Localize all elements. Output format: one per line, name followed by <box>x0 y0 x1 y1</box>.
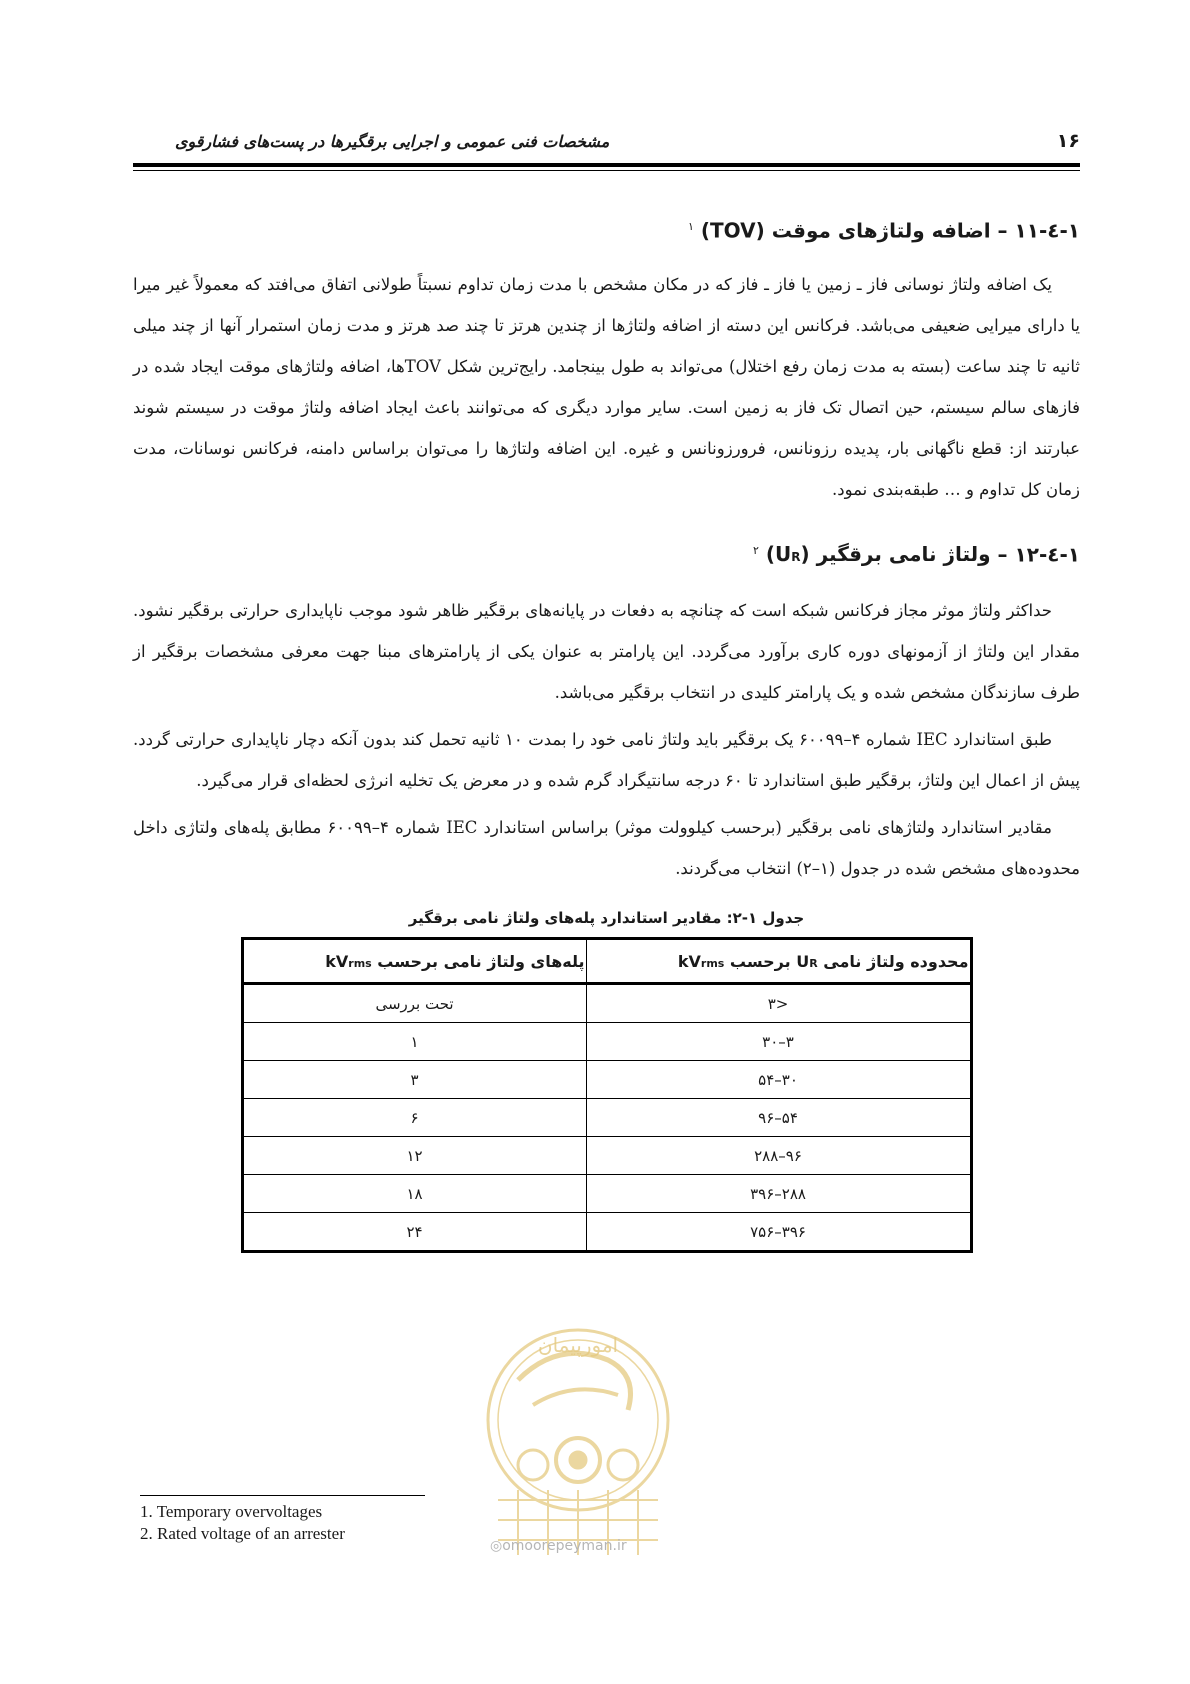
watermark-logo-text: امورپیمان <box>537 1333 619 1357</box>
table-row <box>242 1137 971 1175</box>
cell-range: ۹۶–۲۸۸ <box>586 1137 971 1175</box>
at-icon: ◎ <box>490 1538 503 1554</box>
paragraph-rated-voltage-definition: حداکثر ولتاژ موثر مجاز فرکانس شبکه است که چنانچه به دفعات در پایانه‌های برقگیر ظاهر شود موجب ناپایداری حرارتی برقگیر نشود. مقدار این ولتاژ از آزمونهای دوره کاری برآورد می‌گردد. این پارامتر به عنوان یکی از پارامترهای مبنا جهت معرفی مشخصات برقگیر از طرف سازندگان مشخص شده و یک پارامتر کلیدی در انتخاب برقگیر می‌باشد. <box>133 601 1080 703</box>
table-header-range: محدوده ولتاژ نامی UR برحسب kVrms <box>586 939 971 984</box>
footnote-1: 1. Temporary overvoltages <box>140 1502 323 1521</box>
watermark-url: ◎omoorepeyman.ir <box>490 1538 627 1554</box>
cell-step: ۱۸ <box>242 1175 586 1213</box>
cell-step: ۱۲ <box>242 1137 586 1175</box>
page-number: ۱۶ <box>1056 130 1080 152</box>
section-title: اضافه ولتاژهای موقت (TOV) <box>700 218 991 243</box>
cell-step: ۱ <box>242 1023 586 1061</box>
paragraph-tov: یک اضافه ولتاژ نوسانی فاز ـ زمین یا فاز ـ فاز که در مکان مشخص با مدت زمان تداوم نسبتاً طولانی اتفاق می‌افتد که معمولاً غیر میرا یا دارای میرایی ضعیفی می‌باشد. فرکانس این دسته از اضافه ولتاژها از چندین هرتز تا چند صد هرتز و مدت زمان استمرار آنها از چند میلی ثانیه تا چند ساعت (بسته به مدت زمان رفع اختلال) می‌تواند به طول بینجامد. رایج‌ترین شکل TOVها، اضافه ولتاژهای موقت ایجاد شده در فازهای سالم سیستم، حین اتصال تک فاز به زمین است. سایر موارد دیگری که می‌توانند باعث ایجاد اضافه ولتاژ موقت در سیستم شوند عبارتند از: قطع ناگهانی بار، پدیده رزونانس، فرورزونانس و غیره. این اضافه ولتاژها را می‌توان براساس دامنه، فرکانس نوسانات، مدت زمان کل تداوم و … طبقه‌بندی نمود. <box>133 274 1080 499</box>
section-heading-rated-voltage: ۱-٤-۱۲ – ولتاژ نامی برقگیر (UR) $^۲$ <box>752 542 1080 567</box>
rated-voltage-table <box>241 937 973 1253</box>
watermark-logo <box>478 1320 678 1570</box>
paragraph-standard-values: مقادیر استاندارد ولتاژهای نامی برقگیر (برحسب کیلوولت موثر) براساس استاندارد IEC شماره ۴–۶۰۰۹۹ مطابق پله‌های ولتاژی داخل محدوده‌های مشخص شده در جدول (۱–۲) انتخاب می‌گردند. <box>133 818 1080 879</box>
table-row <box>242 1099 971 1137</box>
section-number: ۱-٤-۱۲ <box>1014 542 1080 567</box>
section-number: ۱-٤-۱۱ <box>1014 218 1080 243</box>
section-title: ولتاژ نامی برقگیر (UR) <box>765 542 991 567</box>
cell-range: ۵۴–۹۶ <box>586 1099 971 1137</box>
cell-step: ۳ <box>242 1061 586 1099</box>
cell-range: ۳–۳۰ <box>586 1023 971 1061</box>
table-row <box>242 1061 971 1099</box>
footnotes <box>140 1501 345 1545</box>
cell-step: ۶ <box>242 1099 586 1137</box>
cell-step: ۲۴ <box>242 1213 586 1252</box>
footnote-mark: ۱ <box>687 220 694 233</box>
page-header <box>133 128 1080 162</box>
footnote-separator <box>140 1495 425 1496</box>
table-row <box>242 1175 971 1213</box>
header-rule-thick <box>133 163 1080 167</box>
table-row <box>242 1213 971 1252</box>
cell-range: ۳۰–۵۴ <box>586 1061 971 1099</box>
table-header-steps: پله‌های ولتاژ نامی برحسب kVrms <box>242 939 586 984</box>
cell-step: تحت بررسی <box>242 984 586 1023</box>
table-row <box>242 1023 971 1061</box>
footnote-2: 2. Rated voltage of an arrester <box>140 1524 345 1543</box>
running-title: مشخصات فنی عمومی و اجرایی برقگیرها در پست‌های فشارقوی <box>175 132 610 151</box>
cell-range: ۲۸۸–۳۹۶ <box>586 1175 971 1213</box>
main-content <box>133 212 1080 1253</box>
cell-range: ۳۹۶–۷۵۶ <box>586 1213 971 1252</box>
section-heading-tov: ۱-٤-۱۱ – اضافه ولتاژهای موقت (TOV) $^۱$ <box>687 218 1080 243</box>
paragraph-iec-standard: طبق استاندارد IEC شماره ۴–۶۰۰۹۹ یک برقگیر باید ولتاژ نامی خود را بمدت ۱۰ ثانیه تحمل کند بدون آنکه دچار ناپایداری حرارتی گردد. پیش از اعمال این ولتاژ، برقگیر طبق استاندارد تا ۶۰ درجه سانتیگراد گرم شده و در معرض یک تخلیه انرژی لحظه‌ای قرار می‌گیرد. <box>133 730 1080 791</box>
table-row <box>242 984 971 1023</box>
header-rule-thin <box>133 170 1080 171</box>
table-caption: جدول ۱-۲: مقادیر استاندارد پله‌های ولتاژ نامی برقگیر <box>408 909 805 928</box>
footnote-mark: ۲ <box>752 543 759 557</box>
cell-range: <۳ <box>586 984 971 1023</box>
